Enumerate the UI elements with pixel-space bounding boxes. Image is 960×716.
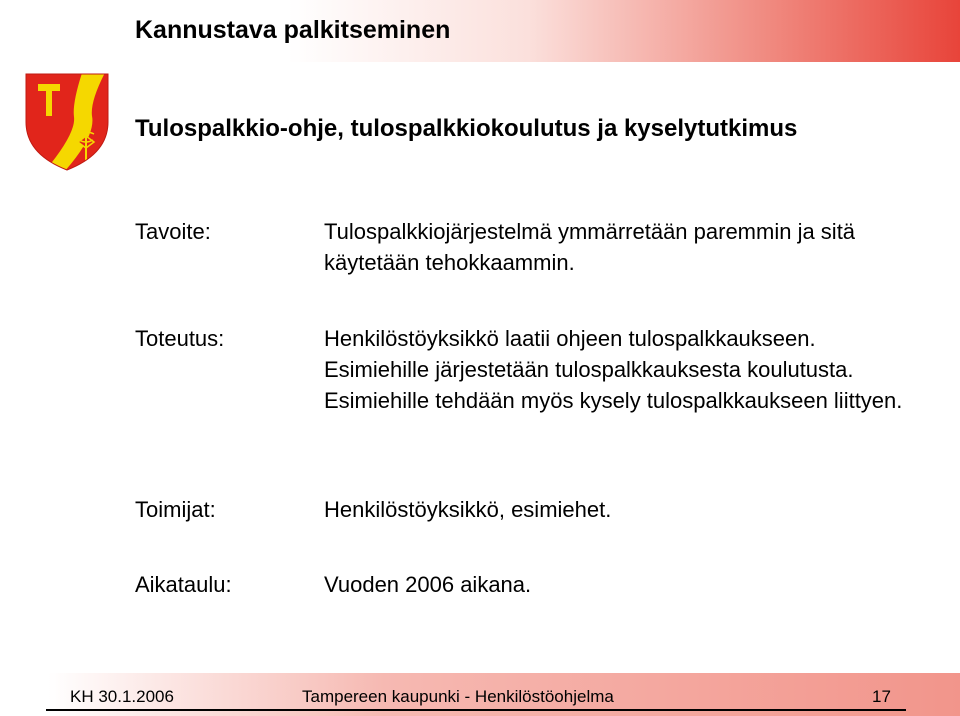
label-toteutus: Toteutus: [135, 326, 225, 351]
label-toimijat: Toimijat: [135, 497, 216, 522]
text-toimijat: Henkilöstöyksikkö, esimiehet. [324, 497, 612, 522]
label-aikataulu: Aikataulu: [135, 572, 232, 597]
text-toteutus: Henkilöstöyksikkö laatii ohjeen tulospalkkaukseen. Esimiehille järjestetään tulospalkkauksesta koulutusta. Esimiehille tehdään myös kysely tulospalkkaukseen liittyen. [324, 326, 903, 413]
footer-date: KH 30.1.2006 [70, 687, 174, 706]
text-aikataulu: Vuoden 2006 aikana. [324, 572, 532, 597]
text-tavoite: Tulospalkkiojärjestelmä ymmärretään paremmin ja sitä käytetään tehokkaammin. [324, 219, 856, 275]
tampere-coat-of-arms-icon [24, 72, 110, 172]
slide-subtitle: Tulospalkkio-ohje, tulospalkkiokoulutus ja kyselytutkimus [135, 115, 798, 142]
footer-organization: Tampereen kaupunki - Henkilöstöohjelma [302, 687, 614, 706]
slide-title: Kannustava palkitseminen [135, 16, 451, 44]
label-tavoite: Tavoite: [135, 219, 211, 244]
footer-divider [46, 709, 906, 711]
footer-page-number: 17 [872, 687, 891, 706]
